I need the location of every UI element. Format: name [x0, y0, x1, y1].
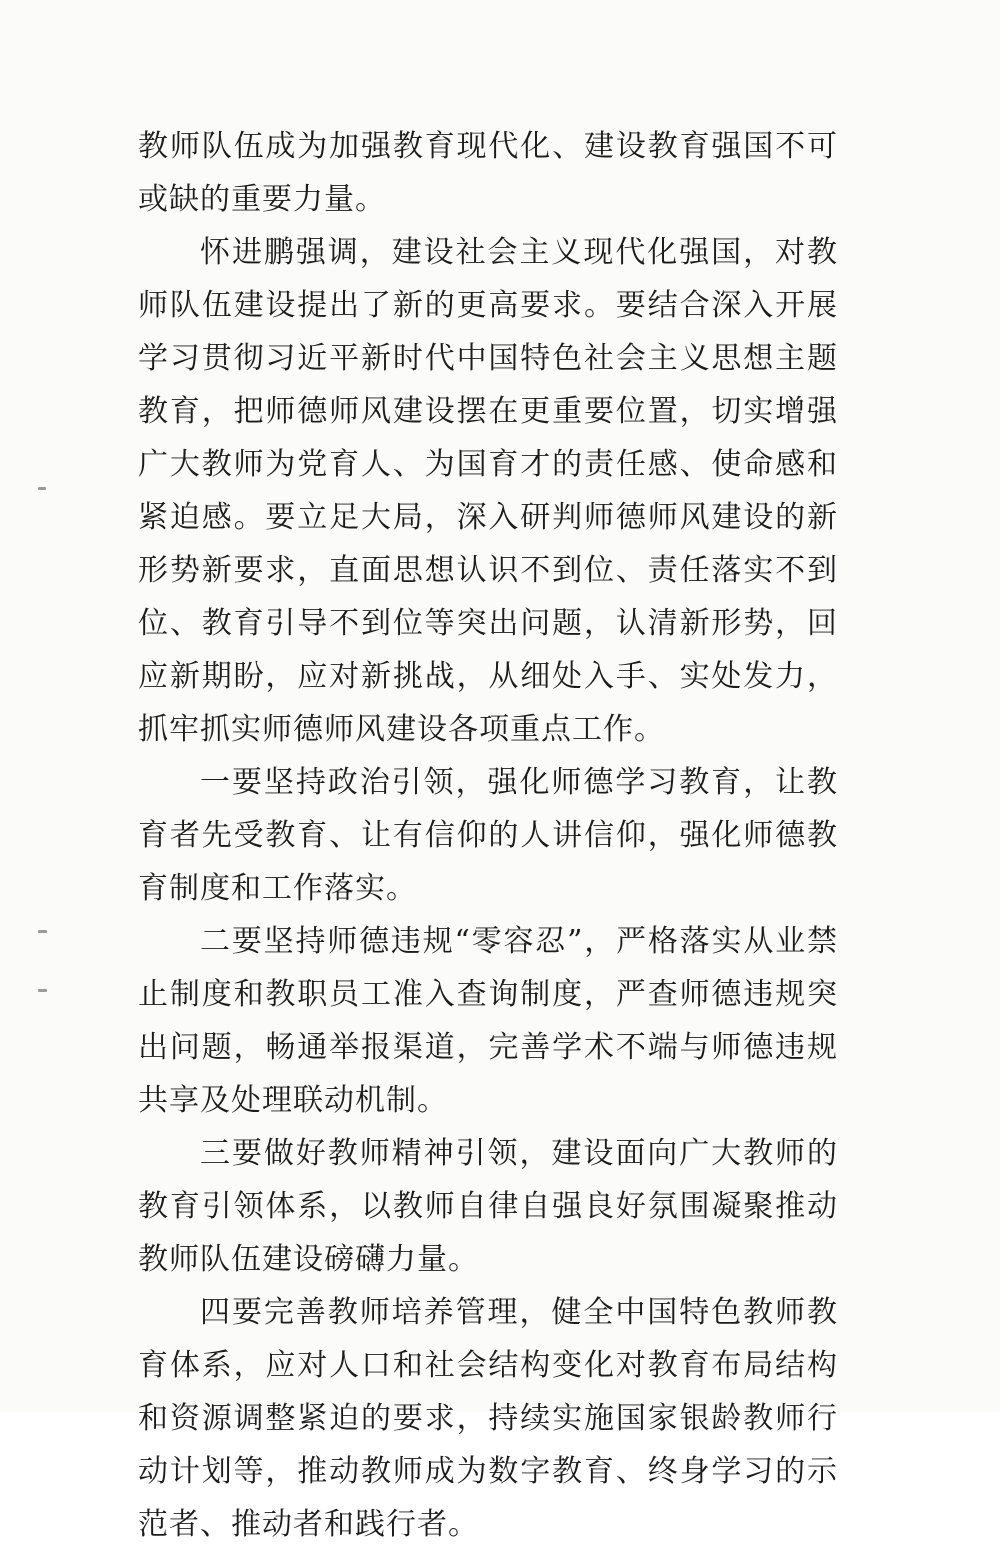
- paragraph-continuation: 教师队伍成为加强教育现代化、建设教育强国不可或缺的重要力量。: [138, 129, 838, 217]
- paragraph: 三要做好教师精神引领，建设面向广大教师的教育引领体系，以教师自律自强良好氛围凝聚推动教师队伍建设磅礴力量。: [138, 1136, 838, 1277]
- paragraph: 一要坚持政治引领，强化师德学习教育，让教育者先受教育、让有信仰的人讲信仰，强化师德教育制度和工作落实。: [138, 765, 838, 906]
- paragraph: 怀进鹏强调，建设社会主义现代化强国，对教师队伍建设提出了新的更高要求。要结合深入开展学习贯彻习近平新时代中国特色社会主义思想主题教育，把师德师风建设摆在更重要位置，切实增强广大教师为党育人、为国育才的责任感、使命感和紧迫感。要立足大局，深入研判师德师风建设的新形势新要求，直面思想认识不到位、责任落实不到位、教育引导不到位等突出问题，认清新形势，回应新期盼，应对新挑战，从细处入手、实处发力，抓牢抓实师德师风建设各项重点工作。: [138, 235, 838, 747]
- scan-mark: [38, 989, 47, 992]
- document-body: [138, 120, 838, 1551]
- scan-mark: [38, 487, 46, 490]
- scan-mark: [38, 930, 47, 933]
- paragraph: 四要完善教师培养管理，健全中国特色教师教育体系，应对人口和社会结构变化对教育布局结构和资源调整紧迫的要求，持续实施国家银龄教师行动计划等，推动教师成为数字教育、终身学习的示范者、推动者和践行者。: [138, 1295, 838, 1542]
- paragraph: 二要坚持师德违规“零容忍”，严格落实从业禁止制度和教职员工准入查询制度，严查师德违规突出问题，畅通举报渠道，完善学术不端与师德违规共享及处理联动机制。: [138, 924, 838, 1118]
